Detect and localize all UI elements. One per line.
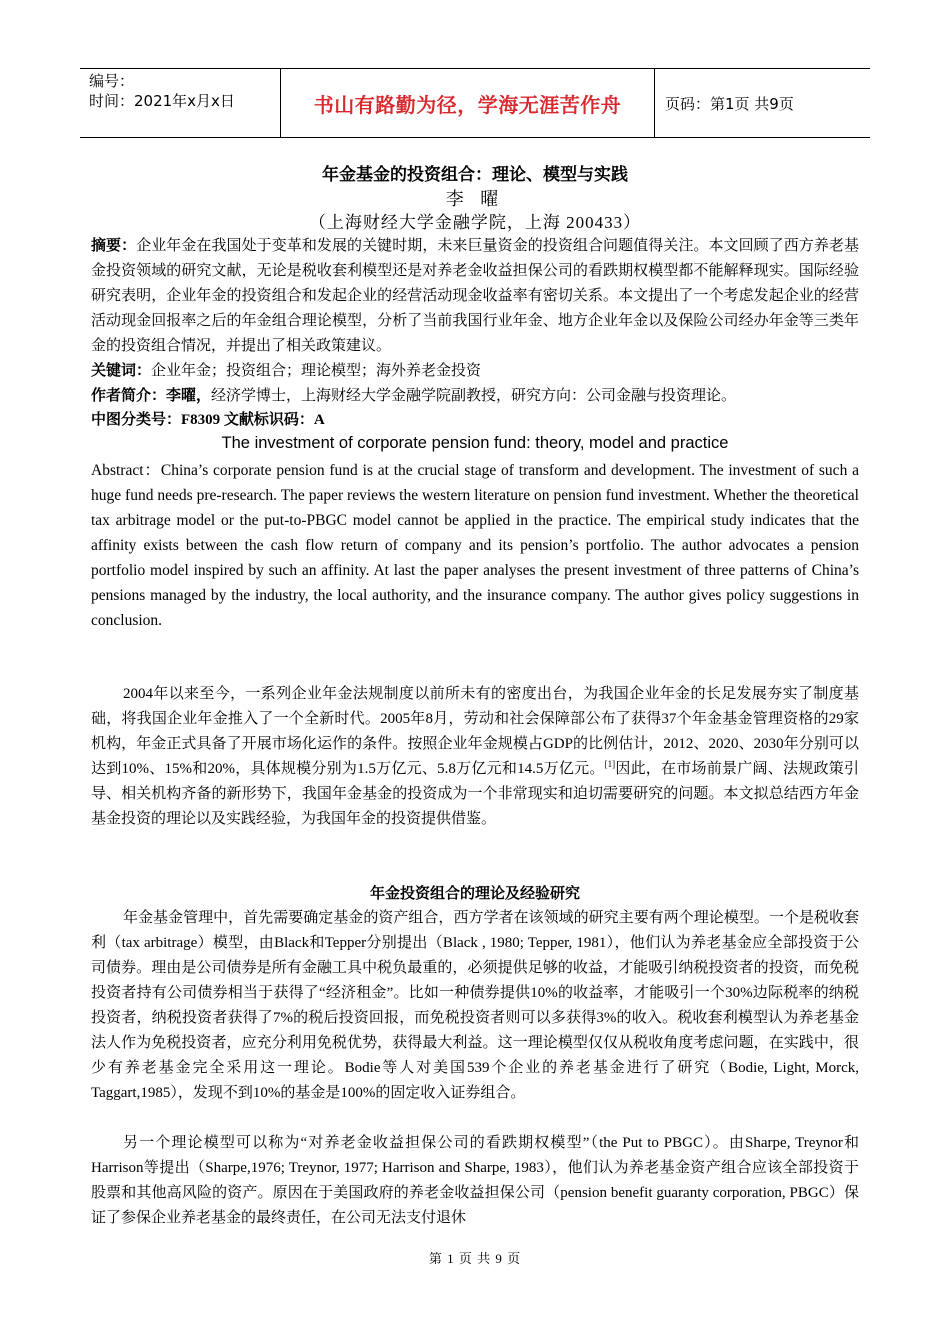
abstract-text: 企业年金在我国处于变革和发展的关键时期，未来巨量资金的投资组合问题值得关注。本文回顾了西方养老基金投资领域的研究文献，无论是税收套利模型还是对养老金收益担保公司的看跌期权模型都不能解释现实。国际经验研究表明，企业年金的投资组合和发起企业的经营活动现金收益率有密切关系。本文提出了一个考虑发起企业的经营活动现金回报率之后的年金组合理论模型，分析了当前我国行业年金、地方企业年金以及保险公司经办年金等三类年金的投资组合情况，并提出了相关政策建议。: [91, 238, 859, 354]
header-table: [80, 68, 870, 138]
keywords: [91, 358, 859, 384]
author-intro-text: 经济学博士，上海财经大学金融学院副教授，研究方向：公司金融与投资理论。: [211, 388, 737, 404]
header-motto: 书山有路勤为径，学海无涯苦作舟: [281, 69, 655, 137]
english-title: The investment of corporate pension fund: theory, model and practice: [221, 434, 729, 452]
section-title: 年金投资组合的理论及经验研究: [369, 884, 580, 902]
abstract-label: 摘要：: [91, 236, 137, 254]
header-meta-cell: [80, 69, 281, 137]
intro-text-part1: 2004年以来至今，一系列企业年金法规制度以前所未有的密度出台，为我国企业年金的长足发展夯实了制度基础，将我国企业年金推入了一个全新时代。2005年8月，劳动和社会保障部公布了获得37个年金基金管理资格的29家机构，年金正式具备了开展市场化运作的条件。按照企业年金规模占GDP的比例估计，2012、2020、2030年分别可以达到10%、15%和20%，具体规模分别为1.5万亿元、5.8万亿元和14.5万亿元。: [91, 686, 859, 777]
intro-paragraph: [91, 682, 859, 832]
classification: 中图分类号：F8309 文献标识码：A: [91, 412, 325, 428]
keywords-label: 关键词：: [91, 361, 152, 379]
article-title: 年金基金的投资组合：理论、模型与实践: [322, 165, 628, 185]
author-intro-name: 李曜，: [166, 388, 212, 404]
document-time-label: 时间：2021年x月x日: [89, 92, 235, 110]
article-author: 李 曜: [445, 189, 505, 209]
intro-text-part2: 因此，在市场前景广阔、法规政策引导、相关机构齐备的新形势下，我国年金基金的投资成为一个非常现实和迫切需要研究的问题。本文拟总结西方年金基金投资的理论以及实践经验，为我国年金的投资提供借鉴。: [91, 761, 859, 827]
chinese-abstract: [91, 233, 859, 359]
page-footer: 第 1 页 共 9 页: [428, 1251, 522, 1266]
keywords-text: 企业年金；投资组合；理论模型；海外养老金投资: [151, 363, 482, 379]
author-intro-label: 作者简介：: [91, 386, 167, 404]
section-paragraph-1: 年金基金管理中，首先需要确定基金的资产组合，西方学者在该领域的研究主要有两个理论模型。一个是税收套利（tax arbitrage）模型，由Black和Tepper分别提出（Black , 1980; Tepper, 1981），他们认为养老基金应全部投资于公司债券。理由是公司债券是所有金融工具中税负最重的，必须提供足够的收益，才能吸引纳税投资者的投资，而免税投资者持有公司债券相当于获得了“经济租金”。比如一种债券提供10%的收益率，才能吸引一个30%边际税率的纳税投资者，纳税投资者获得了7%的税后投资回报，而免税投资者则可以多获得3%的收入。税收套利模型认为养老基金法人作为免税投资者，应充分利用免税优势，获得最大利益。这一理论模型仅仅从税收角度考虑问题，在实践中，很少有养老基金完全采用这一理论。Bodie等人对美国539个企业的养老基金进行了研究（Bodie, Light, Morck, Taggart,1985），发现不到10%的基金是100%的固定收入证券组合。: [91, 910, 859, 1101]
citation-ref: [1]: [604, 759, 616, 769]
author-intro: [91, 383, 859, 409]
section-paragraph-2: 另一个理论模型可以称为“对养老金收益担保公司的看跌期权模型”（the Put to PBGC）。由Sharpe, Treynor和Harrison等提出（Sharpe,1976; Treynor, 1977; Harrison and Sharpe, 1983），他们认为养老基金资产组合应该全部投资于股票和其他高风险的资产。原因在于美国政府的养老金收益担保公司（pension benefit guaranty corporation, PBGC）保证了参保企业养老基金的最终责任，在公司无法支付退休: [91, 1135, 859, 1226]
english-abstract: Abstract：China’s corporate pension fund is at the crucial stage of transform and development. The investment of such a huge fund needs pre-research. The paper reviews the western literature on pension fund investment. Whether the theoretical tax arbitrage model or the put-to-PBGC model cannot be applied in the practice. The empirical study indicates that the affinity exists between the cash flow return of company and its pension’s portfolio. The author advocates a pension portfolio model inspired by such an affinity. At last the paper analyses the present investment of three patterns of China’s pensions managed by the industry, the local authority, and the insurance company. The author gives policy suggestions in conclusion.: [91, 462, 859, 629]
header-page-label: 页码：第1页 共9页: [665, 94, 794, 113]
article-affiliation: （上海财经大学金融学院，上海 200433）: [308, 213, 642, 232]
document-number-label: 编号：: [89, 72, 135, 90]
